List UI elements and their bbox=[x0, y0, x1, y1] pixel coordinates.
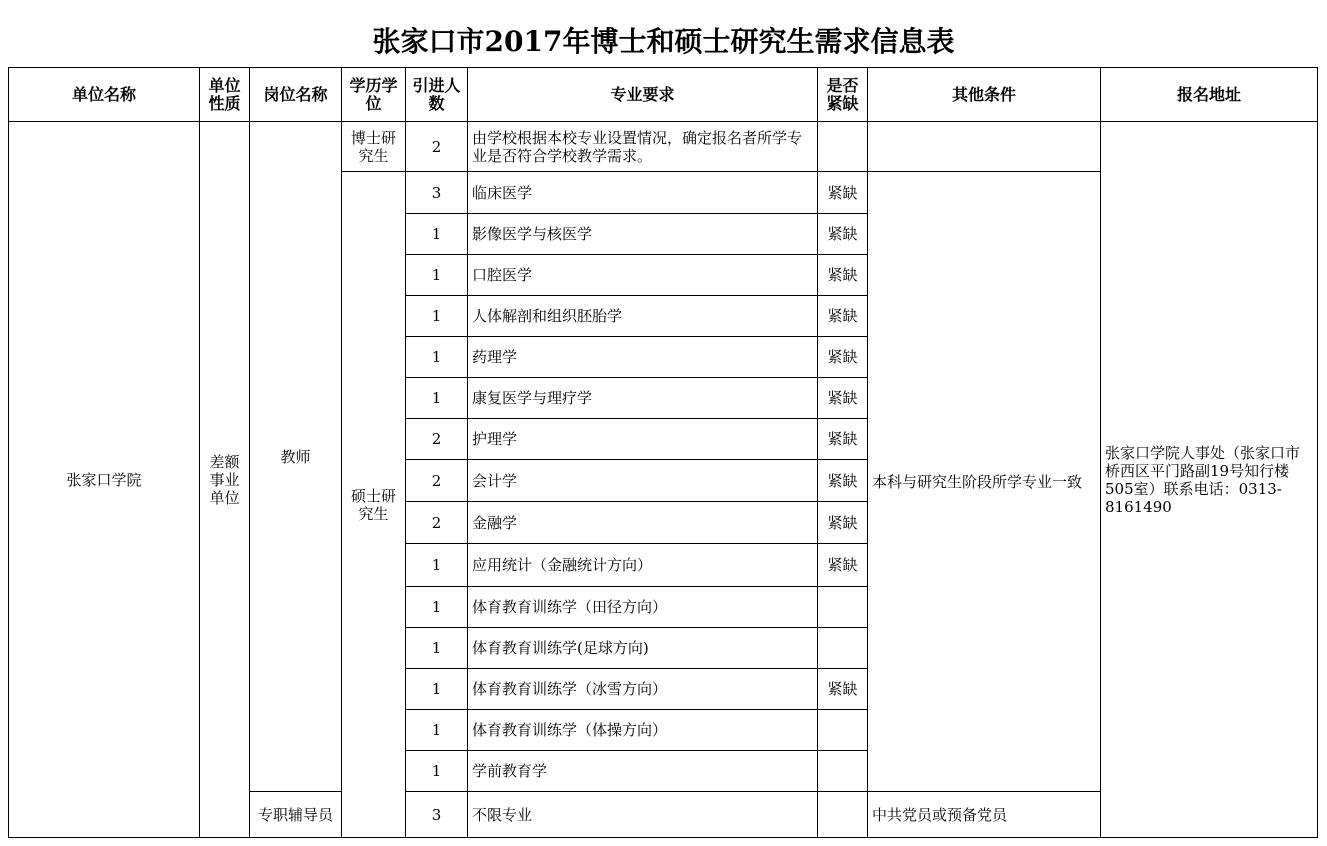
count-cell: 1 bbox=[406, 214, 468, 255]
count-cell: 1 bbox=[406, 751, 468, 792]
unit-type-cell: 差额事业单位 bbox=[200, 122, 250, 838]
urgent-cell bbox=[818, 792, 868, 838]
urgent-cell: 紧缺 bbox=[818, 419, 868, 460]
major-cell: 体育教育训练学(足球方向) bbox=[468, 628, 818, 669]
urgent-cell bbox=[818, 751, 868, 792]
other-phd-cell bbox=[868, 122, 1101, 172]
page-title: 张家口市2017年博士和硕士研究生需求信息表 bbox=[372, 25, 955, 58]
major-cell: 口腔医学 bbox=[468, 255, 818, 296]
major-cell: 学前教育学 bbox=[468, 751, 818, 792]
count-cell: 2 bbox=[406, 502, 468, 544]
urgent-cell bbox=[818, 628, 868, 669]
count-cell: 1 bbox=[406, 710, 468, 751]
header-major: 专业要求 bbox=[468, 68, 818, 122]
major-cell: 影像医学与核医学 bbox=[468, 214, 818, 255]
count-cell: 1 bbox=[406, 337, 468, 378]
urgent-cell: 紧缺 bbox=[818, 502, 868, 544]
urgent-cell: 紧缺 bbox=[818, 337, 868, 378]
other-master-cell: 本科与研究生阶段所学专业一致 bbox=[868, 172, 1101, 792]
urgent-cell bbox=[818, 710, 868, 751]
major-cell: 护理学 bbox=[468, 419, 818, 460]
count-cell: 2 bbox=[406, 419, 468, 460]
major-cell: 体育教育训练学（田径方向） bbox=[468, 587, 818, 628]
header-unit-type: 单位性质 bbox=[200, 68, 250, 122]
urgent-cell: 紧缺 bbox=[818, 544, 868, 587]
header-other: 其他条件 bbox=[868, 68, 1101, 122]
address-cell: 张家口学院人事处（张家口市桥西区平门路副19号知行楼505室）联系电话：0313-8161490 bbox=[1101, 122, 1318, 838]
urgent-cell: 紧缺 bbox=[818, 214, 868, 255]
header-post-name: 岗位名称 bbox=[250, 68, 342, 122]
urgent-cell bbox=[818, 122, 868, 172]
table-row bbox=[9, 122, 1318, 172]
count-cell: 1 bbox=[406, 378, 468, 419]
count-cell: 1 bbox=[406, 669, 468, 710]
header-unit-name: 单位名称 bbox=[9, 68, 200, 122]
urgent-cell: 紧缺 bbox=[818, 296, 868, 337]
header-degree: 学历学位 bbox=[342, 68, 406, 122]
urgent-cell: 紧缺 bbox=[818, 172, 868, 214]
urgent-cell: 紧缺 bbox=[818, 378, 868, 419]
unit-name-cell: 张家口学院 bbox=[9, 122, 200, 838]
count-cell: 2 bbox=[406, 460, 468, 502]
urgent-cell bbox=[818, 587, 868, 628]
other-counselor-cell: 中共党员或预备党员 bbox=[868, 792, 1101, 838]
urgent-cell: 紧缺 bbox=[818, 255, 868, 296]
major-cell: 不限专业 bbox=[468, 792, 818, 838]
degree-phd-cell: 博士研究生 bbox=[342, 122, 406, 172]
header-address: 报名地址 bbox=[1101, 68, 1318, 122]
urgent-cell: 紧缺 bbox=[818, 669, 868, 710]
count-cell: 1 bbox=[406, 544, 468, 587]
count-cell: 1 bbox=[406, 296, 468, 337]
major-cell: 应用统计（金融统计方向） bbox=[468, 544, 818, 587]
major-cell: 康复医学与理疗学 bbox=[468, 378, 818, 419]
degree-master-cell: 硕士研究生 bbox=[342, 172, 406, 838]
count-cell: 2 bbox=[406, 122, 468, 172]
count-cell: 1 bbox=[406, 587, 468, 628]
major-cell: 金融学 bbox=[468, 502, 818, 544]
post-counselor-cell: 专职辅导员 bbox=[250, 792, 342, 838]
urgent-cell: 紧缺 bbox=[818, 460, 868, 502]
count-cell: 3 bbox=[406, 792, 468, 838]
header-count: 引进人数 bbox=[406, 68, 468, 122]
recruitment-table bbox=[8, 67, 1318, 838]
header-urgent: 是否紧缺 bbox=[818, 68, 868, 122]
major-cell: 体育教育训练学（体操方向） bbox=[468, 710, 818, 751]
major-cell: 由学校根据本校专业设置情况，确定报名者所学专业是否符合学校教学需求。 bbox=[468, 122, 818, 172]
major-cell: 药理学 bbox=[468, 337, 818, 378]
count-cell: 1 bbox=[406, 628, 468, 669]
major-cell: 会计学 bbox=[468, 460, 818, 502]
count-cell: 3 bbox=[406, 172, 468, 214]
major-cell: 临床医学 bbox=[468, 172, 818, 214]
major-cell: 人体解剖和组织胚胎学 bbox=[468, 296, 818, 337]
count-cell: 1 bbox=[406, 255, 468, 296]
major-cell: 体育教育训练学（冰雪方向） bbox=[468, 669, 818, 710]
post-teacher-cell: 教师 bbox=[250, 122, 342, 792]
